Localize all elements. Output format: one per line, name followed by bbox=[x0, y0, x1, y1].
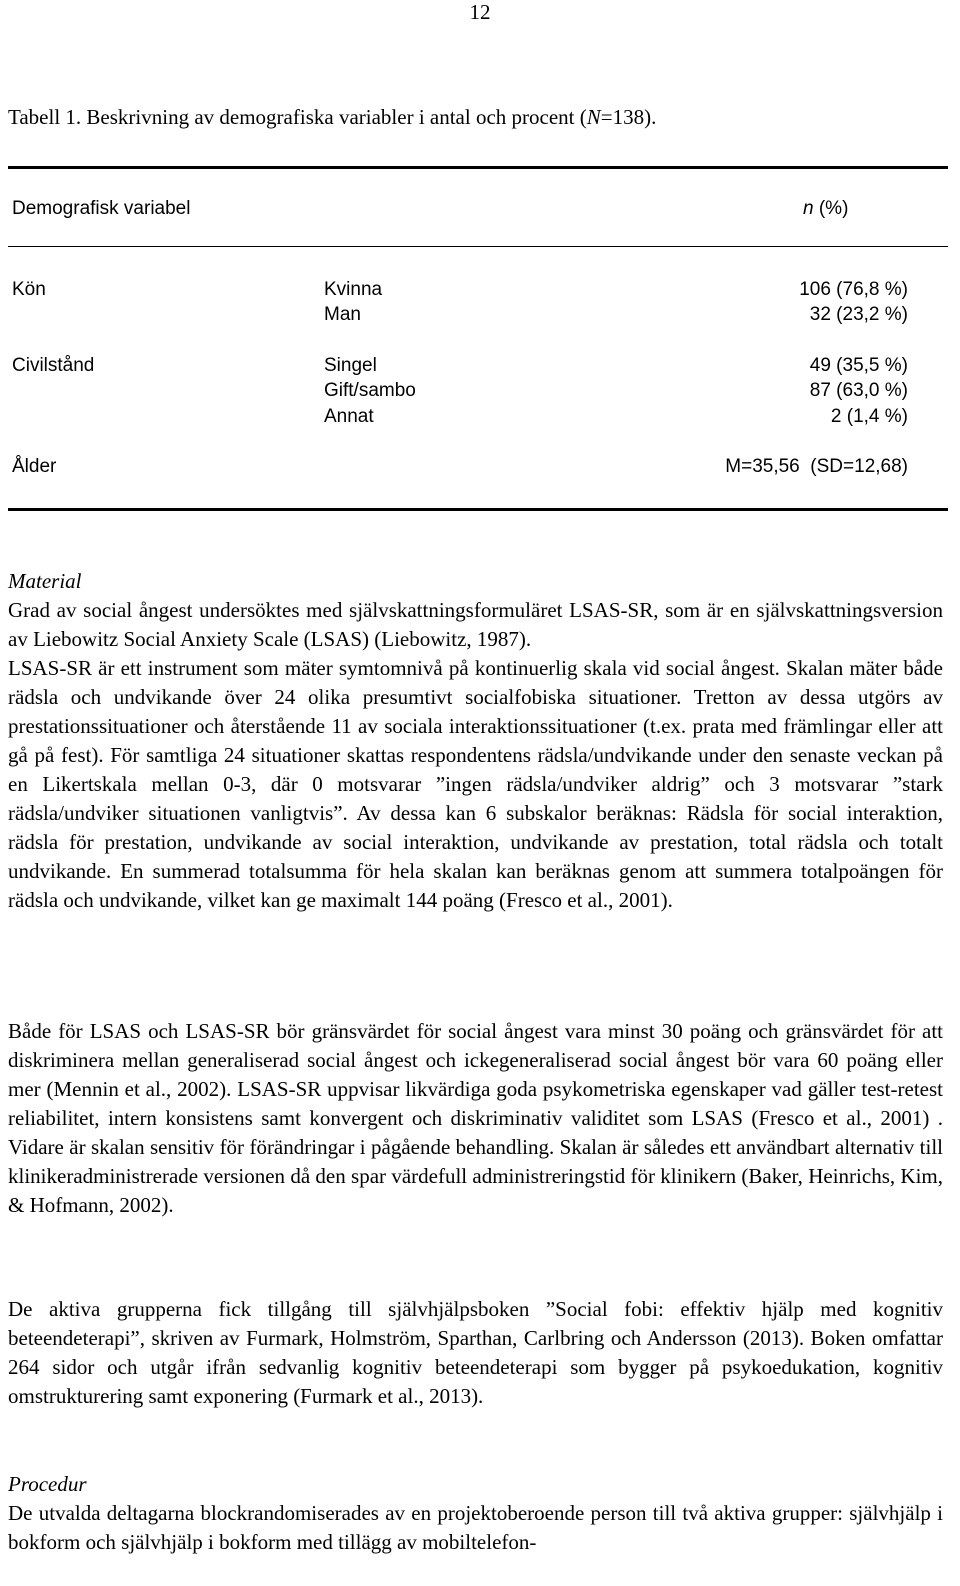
value-annat: 2 (1,4 %) bbox=[830, 406, 908, 427]
paragraph-3: De aktiva grupperna fick tillgång till självhjälpsboken ”Social fobi: effektiv hjälp med kognitiv beteendeterapi”, skriven av Furmark, Holmström, Sparthan, Carlbring och Andersson (2013). Boken omfattar 264 sidor och utgår ifrån sedvanlig kognitiv beteendeterapi som bygger på psykoedukation, kognitiv omstrukturering samt exponering (Furmark et al., 2013). bbox=[8, 1297, 943, 1408]
procedur-paragraph-1: De utvalda deltagarna blockrandomiserades av en projektoberoende person till två aktiva grupper: självhjälp i bokform och självhjälp i bokform med tillägg av mobiltelefon- bbox=[8, 1501, 943, 1554]
value-singel: 49 (35,5 %) bbox=[809, 355, 908, 376]
category-man: Man bbox=[324, 304, 361, 325]
value-kvinna: 106 (76,8 %) bbox=[799, 279, 908, 300]
material-heading: Material bbox=[8, 569, 82, 593]
value-alder: M=35,56 (SD=12,68) bbox=[725, 456, 908, 477]
book-paragraph bbox=[8, 1295, 943, 1411]
header-pct: (%) bbox=[813, 198, 849, 219]
group-label-kon: Kön bbox=[12, 279, 46, 300]
table-header-n bbox=[803, 196, 848, 221]
procedur-section bbox=[8, 1470, 943, 1557]
paragraph-2: Både för LSAS och LSAS-SR bör gränsvärdet för social ångest vara minst 30 poäng och gränsvärdet för att diskriminera mellan generaliserad social ångest och ickegeneraliserad social ångest bör vara 60 poäng eller mer (Mennin et al., 2002). LSAS-SR uppvisar likvärdiga goda psykometriska egenskaper vad gäller test-retest reliabilitet, intern konsistens samt konvergent och diskriminativ validitet som LSAS (Fresco et al., 2001) . Vidare är skalan sensitiv för förändringar i pågående behandling. Skalan är således ett användbart alternativ till klinikeradministrerade versionen då den spar värdefull administreringstid för klinikern (Baker, Heinrichs, Kim, & Hofmann, 2002). bbox=[8, 1019, 943, 1217]
table-top-rule bbox=[8, 166, 948, 169]
category-kvinna: Kvinna bbox=[324, 279, 383, 300]
table-header-variable: Demografisk variabel bbox=[12, 198, 191, 219]
material-paragraph-1: Grad av social ångest undersöktes med självskattningsformuläret LSAS-SR, som är en självskattningsversion av Liebowitz Social Anxiety Scale (LSAS) (Liebowitz, 1987). bbox=[8, 598, 943, 651]
value-man: 32 (23,2 %) bbox=[809, 304, 908, 325]
material-section bbox=[8, 567, 943, 915]
caption-n-symbol: N bbox=[586, 105, 601, 129]
lsas-paragraph bbox=[8, 1017, 943, 1220]
table-header-rule bbox=[8, 246, 948, 247]
header-n-symbol: n bbox=[803, 198, 814, 219]
value-gift-sambo: 87 (63,0 %) bbox=[809, 380, 908, 401]
caption-prefix: Tabell 1. Beskrivning av demografiska variabler i antal och procent ( bbox=[8, 105, 587, 129]
procedur-heading: Procedur bbox=[8, 1472, 87, 1496]
table-caption bbox=[8, 104, 656, 130]
table-bottom-rule bbox=[8, 508, 948, 511]
category-annat: Annat bbox=[324, 406, 374, 427]
material-paragraph-2: LSAS-SR är ett instrument som mäter symtomnivå på kontinuerlig skala vid social ångest. Skalan mäter både rädsla och undvikande över 24 olika presumtivt socialfobiska situationer. Tretton av dessa utgörs av prestationssituationer och återstående 11 av sociala interaktionssituationer (t.ex. prata med främlingar eller att gå på fest). För samtliga 24 situationer skattas respondentens rädsla/undvikande under den senaste veckan på en Likertskala mellan 0-3, där 0 motsvarar ”ingen rädsla/undviker aldrig” och 3 motsvarar ”stark rädsla/undviker situationen vanligtvis”. Av dessa kan 6 subskalor beräknas: Rädsla för social interaktion, rädsla för prestation, undvikande av social interaktion, undvikande av prestation, total rädsla och totalt undvikande. En summerad totalsumma för hela skalan kan beräknas genom att summera totalpoängen för rädsla och undvikande, vilket kan ge maximalt 144 poäng (Fresco et al., 2001). bbox=[8, 656, 943, 912]
category-gift-sambo: Gift/sambo bbox=[324, 380, 416, 401]
page-number: 12 bbox=[469, 0, 491, 24]
group-label-alder: Ålder bbox=[12, 456, 57, 477]
category-singel: Singel bbox=[324, 355, 377, 376]
caption-suffix: =138). bbox=[600, 105, 657, 129]
group-label-civilstand: Civilstånd bbox=[12, 355, 95, 376]
